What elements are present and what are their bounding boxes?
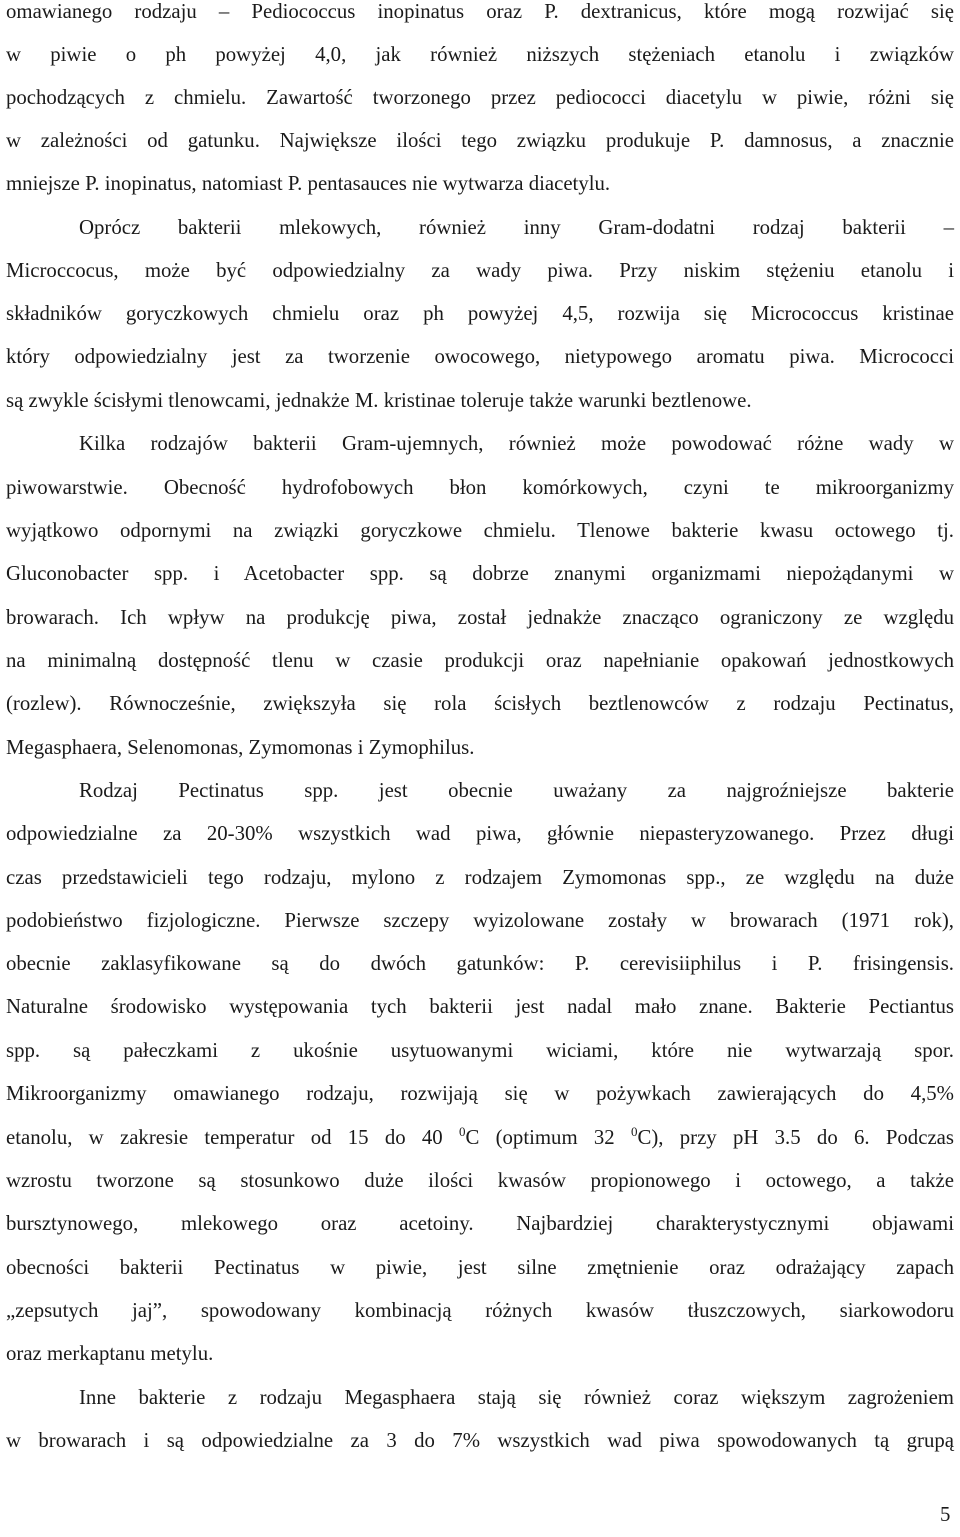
text-line: są zwykle ścisłymi tlenowcami, jednakże M. kristinae toleruje także warunki beztlenowe.: [6, 389, 752, 412]
text-line: mniejsze P. inopinatus, natomiast P. pentasauces nie wytwarza diacetylu.: [6, 172, 611, 195]
text-line: na minimalną dostępność tlenu w czasie produkcji oraz napełnianie opakowań jednostkowych: [6, 649, 954, 672]
degree-superscript: 0: [630, 1124, 638, 1139]
text-line: odpowiedzialne za 20-30% wszystkich wad piwa, głównie niepasteryzowanego. Przez długi: [6, 822, 954, 845]
text-line: pochodzących z chmielu. Zawartość tworzonego przez pediococci diacetylu w piwie, różni się: [6, 86, 954, 109]
text-line: czas przedstawicieli tego rodzaju, mylono z rodzajem Zymomonas spp., ze względu na duże: [6, 866, 954, 889]
text-line: Kilka rodzajów bakterii Gram-ujemnych, również może powodować różne wady w: [79, 432, 954, 455]
text-line: (rozlew). Równocześnie, zwiększyła się rola ścisłych beztlenowców z rodzaju Pectinatus,: [6, 692, 954, 715]
text-line: składników goryczkowych chmielu oraz ph powyżej 4,5, rozwija się Micrococcus kristinae: [6, 302, 954, 325]
text-line: omawianego rodzaju – Pediococcus inopinatus oraz P. dextranicus, które mogą rozwijać się: [6, 0, 954, 23]
text-line: Mikroorganizmy omawianego rodzaju, rozwijają się w pożywkach zawierających do 4,5%: [6, 1082, 954, 1105]
text-line: Microccocus, może być odpowiedzialny za wady piwa. Przy niskim stężeniu etanolu i: [6, 259, 954, 282]
text-line: Inne bakterie z rodzaju Megasphaera stają się również coraz większym zagrożeniem: [79, 1386, 954, 1409]
text-line: Gluconobacter spp. i Acetobacter spp. są dobrze znanymi organizmami niepożądanymi w: [6, 562, 954, 585]
text-line: piwowarstwie. Obecność hydrofobowych błon komórkowych, czyni te mikroorganizmy: [6, 476, 954, 499]
text-line: oraz merkaptanu metylu.: [6, 1342, 214, 1365]
degree-superscript: 0: [458, 1124, 466, 1139]
text-line-with-superscripts: [6, 1125, 954, 1151]
text-line: wyjątkowo odpornymi na związki goryczkowe chmielu. Tlenowe bakterie kwasu octowego tj.: [6, 519, 954, 542]
text-line: w browarach i są odpowiedzialne za 3 do 7% wszystkich wad piwa spowodowanych tą grupą: [6, 1429, 954, 1452]
text-line: obecnie zaklasyfikowane są do dwóch gatunków: P. cerevisiiphilus i P. frisingensis.: [6, 952, 954, 975]
text-line: Oprócz bakterii mlekowych, również inny Gram-dodatni rodzaj bakterii –: [79, 216, 954, 239]
text-line: bursztynowego, mlekowego oraz acetoiny. Najbardziej charakterystycznymi objawami: [6, 1212, 954, 1235]
text-line: podobieństwo fizjologiczne. Pierwsze szczepy wyizolowane zostały w browarach (1971 rok),: [6, 909, 954, 932]
text-line: który odpowiedzialny jest za tworzenie owocowego, nietypowego aromatu piwa. Micrococci: [6, 345, 954, 368]
text-line: spp. są pałeczkami z ukośnie usytuowanymi wiciami, które nie wytwarzają spor.: [6, 1039, 954, 1062]
text-line: Megasphaera, Selenomonas, Zymomonas i Zymophilus.: [6, 736, 475, 759]
text-line: browarach. Ich wpływ na produkcję piwa, został jednakże znacząco ograniczony ze względu: [6, 606, 954, 629]
text-line: w zależności od gatunku. Największe ilości tego związku produkuje P. damnosus, a znacznie: [6, 129, 954, 152]
text-line: „zepsutych jaj”, spowodowany kombinacją różnych kwasów tłuszczowych, siarkowodoru: [6, 1299, 954, 1322]
text-segment: C (optimum 32: [465, 1126, 615, 1149]
text-line: wzrostu tworzone są stosunkowo duże ilości kwasów propionowego i octowego, a także: [6, 1169, 954, 1192]
text-segment: etanolu, w zakresie temperatur od 15 do 40: [6, 1126, 443, 1149]
page-number: 5: [940, 1503, 951, 1526]
text-line: w piwie o ph powyżej 4,0, jak również niższych stężeniach etanolu i związków: [6, 43, 954, 66]
text-line: obecności bakterii Pectinatus w piwie, jest silne zmętnienie oraz odrażający zapach: [6, 1256, 954, 1279]
text-line: Naturalne środowisko występowania tych bakterii jest nadal mało znane. Bakterie Pectiantus: [6, 995, 954, 1018]
text-segment: C), przy pH 3.5 do 6. Podczas: [637, 1126, 954, 1149]
text-line: Rodzaj Pectinatus spp. jest obecnie uważany za najgroźniejsze bakterie: [79, 779, 954, 802]
